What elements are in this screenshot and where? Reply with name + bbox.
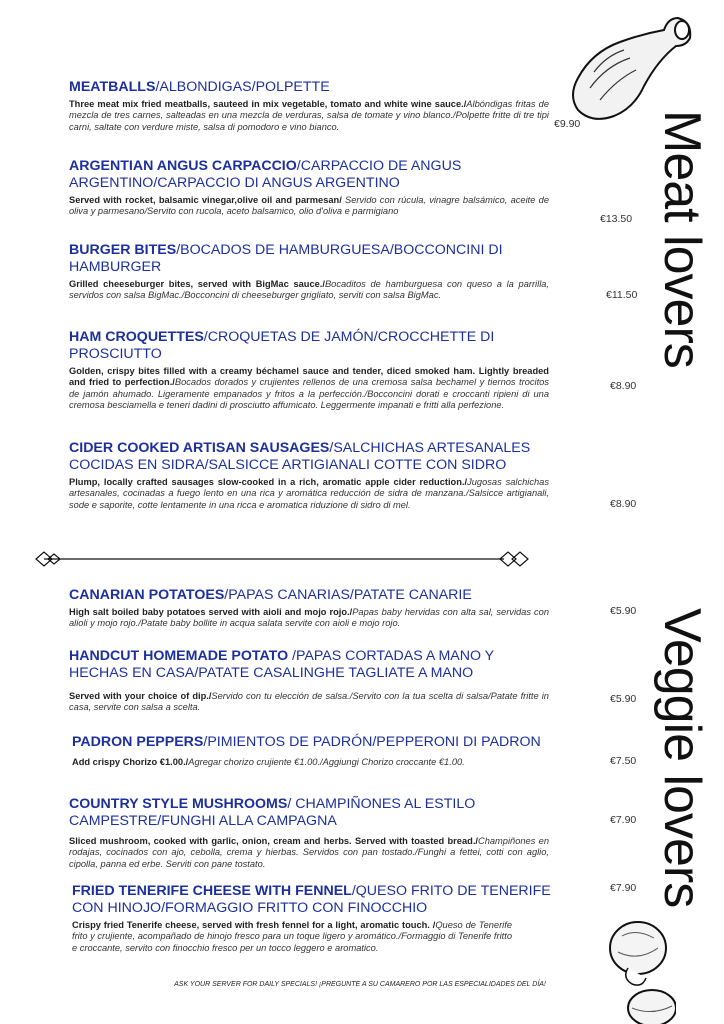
menu-item-meatballs [69, 79, 549, 133]
item-alt-names: /SALCHICHAS ARTESANALES COCIDAS EN SIDRA/SALSICCE ARTIGIANALI COTTE CON SIDRO [69, 440, 531, 473]
item-translations: Servido con tu elección de salsa./Servito con la tua scelta di salsa/Patate fritte in casa, servite con salsa a scelta. [69, 691, 549, 713]
item-description: Served with your choice of dip./ [69, 691, 212, 701]
item-price: €7.90 [610, 882, 637, 894]
item-translations: Jugosas salchichas artesanales, cocinadas a fuego lento en una rica y aromática reducción de sidra de manzana./Salsicce artigianali, sode e saporite, cotte lentamente in una ricca e aromatica riduzione di sidro di mel. [69, 477, 550, 510]
footer-note: ASK YOUR SERVER FOR DAILY SPECIALS! ¡PREGUNTE A SU CAMARERO POR LAS ESPECIALIDADES DEL DÍA! [174, 981, 546, 988]
menu-item-ham-croquettes [69, 329, 549, 412]
item-alt-names: /CARPACCIO DE ANGUS ARGENTINO/CARPACCIO DI ANGUS ARGENTINO [69, 158, 462, 191]
ham-leg-icon [570, 12, 696, 124]
menu-item-carpaccio [69, 158, 549, 218]
item-translations: Agregar chorizo crujiente €1.00./Aggiungi Chorizo croccante €1.00. [188, 757, 465, 767]
item-price: €7.50 [610, 755, 637, 767]
item-price: €8.90 [610, 380, 637, 392]
item-description: Crispy fried Tenerife cheese, served with fresh fennel for a light, aromatic touch. / [72, 920, 436, 930]
item-description: Grilled cheeseburger bites, served with BigMac sauce./ [69, 279, 325, 289]
item-translations: Bocaditos de hamburguesa con queso a la parrilla, servidos con salsa BigMac./Bocconcini di cheeseburger grigliato, serviti con salsa BigMac. [69, 279, 550, 301]
item-price: €9.90 [554, 118, 581, 130]
item-price: €13.50 [600, 213, 633, 225]
item-description: Sliced mushroom, cooked with garlic, onion, cream and herbs. Served with toasted bread./ [69, 836, 478, 846]
menu-item-canarian-potatoes [69, 587, 549, 630]
item-price: €5.90 [610, 605, 637, 617]
section-divider [34, 549, 530, 569]
item-name: ARGENTIAN ANGUS CARPACCIO [69, 158, 297, 174]
item-translations: Albóndigas fritas de mezcla de tres carnes, salteadas en una mezcla de verduras, salsa de tomate y vino blanco./Polpette fritte di tre tipi carni, saltate con verdure miste, salsa di pomodoro e vino bianco. [69, 99, 549, 132]
item-alt-names: /PAPAS CORTADAS A MANO Y HECHAS EN CASA/PATATE CASALINGHE TAGLIATE A MANO [69, 648, 494, 681]
item-alt-names: /PAPAS CANARIAS/PATATE CANARIE [224, 587, 472, 603]
menu-item-padron-peppers [72, 734, 552, 768]
item-description: Golden, crispy bites filled with a creamy béchamel sauce and tender, diced smoked ham. Lightly breaded and fried to perfection./ [69, 366, 549, 388]
item-translations: Bocados dorados y crujientes rellenos de una cremosa salsa bechamel y tiernos trocitos de jamón ahumado. Ligeramente empanados y fritos a la perfección./Bocconcini dorati e croccanti ripieni di una cremosa besciamella e teneri dadini di prosciutto affumicato. Leggermente impanati e fritti alla perfezione. [69, 377, 549, 411]
item-alt-names: /QUESO FRITO DE TENERIFE CON HINOJO/FORMAGGIO FRITTO CON FINOCCHIO [72, 883, 551, 916]
item-description: Three meat mix fried meatballs, sauteed in mix vegetable, tomato and white wine sauce./ [69, 99, 467, 109]
item-price: €5.90 [610, 693, 637, 705]
item-name: CANARIAN POTATOES [69, 587, 225, 603]
item-alt-names: / CHAMPIÑONES AL ESTILO CAMPESTRE/FUNGHI ALLA CAMPAGNA [69, 796, 476, 829]
item-price: €11.50 [606, 289, 638, 301]
item-alt-names: /CROQUETAS DE JAMÓN/CROCCHETTE DI PROSCIUTTO [69, 329, 495, 362]
item-alt-names: /PIMIENTOS DE PADRÓN/PEPPERONI DI PADRON [203, 734, 541, 750]
menu-item-country-mushrooms [69, 796, 549, 870]
item-name: FRIED TENERIFE CHEESE WITH FENNEL [72, 883, 352, 899]
item-name: COUNTRY STYLE MUSHROOMS [69, 796, 288, 812]
mushroom-icon [606, 912, 676, 1024]
item-name: MEATBALLS [69, 79, 156, 95]
item-translations: Servido con rúcula, vinagre balsámico, aceite de oliva y parmesano/Servito con rucola, aceto balsamico, olio d'oliva e parmigiano [69, 195, 549, 217]
item-name: CIDER COOKED ARTISAN SAUSAGES [69, 440, 330, 456]
menu-item-burger-bites [69, 242, 549, 302]
item-translations: Queso de Tenerife frito y crujiente, acompañado de hinojo fresco para un toque ligero y aromático./Formaggio di Tenerife fritto e croccante, servito con finocchio fresco per un tocco leggero e aromatico. [72, 920, 513, 953]
item-description: Served with rocket, balsamic vinegar,olive oil and parmesan/ [69, 195, 342, 205]
menu-item-cider-sausages [69, 440, 549, 511]
item-alt-names: /ALBONDIGAS/POLPETTE [155, 79, 330, 95]
item-description: Plump, locally crafted sausages slow-cooked in a rich, aromatic apple cider reduction./ [69, 477, 468, 487]
section-title-meat: Meat lovers [653, 110, 711, 368]
item-price: €7.90 [610, 814, 637, 826]
item-name: BURGER BITES [69, 242, 177, 258]
menu-item-handcut-potato [69, 648, 549, 714]
item-description: High salt boiled baby potatoes served with aioli and mojo rojo./ [69, 607, 353, 617]
item-name: HAM CROQUETTES [69, 329, 204, 345]
item-price: €8.90 [610, 498, 637, 510]
item-description: Add crispy Chorizo €1.00./ [72, 757, 189, 767]
menu-item-tenerife-cheese [72, 883, 574, 954]
item-alt-names: /BOCADOS DE HAMBURGUESA/BOCCONCINI DI HAMBURGER [69, 242, 503, 275]
item-name: HANDCUT HOMEMADE POTATO [69, 648, 289, 664]
section-title-veggie: Veggie lovers [653, 608, 711, 908]
item-translations: Papas baby hervidas con alta sal, servidas con alioli y mojo rojo./Patate baby bollite in acqua salata servite con aioli e mojo rojo. [69, 607, 549, 629]
item-translations: Champiñones en rodajas, cocinados con ajo, cebolla, crema y hierbas. Servidos con pan tostado./Funghi a fettei, cotti con aglio, cipolla, panna ed erbe. Serviti con pane tostato. [69, 836, 550, 869]
item-name: PADRON PEPPERS [72, 734, 204, 750]
